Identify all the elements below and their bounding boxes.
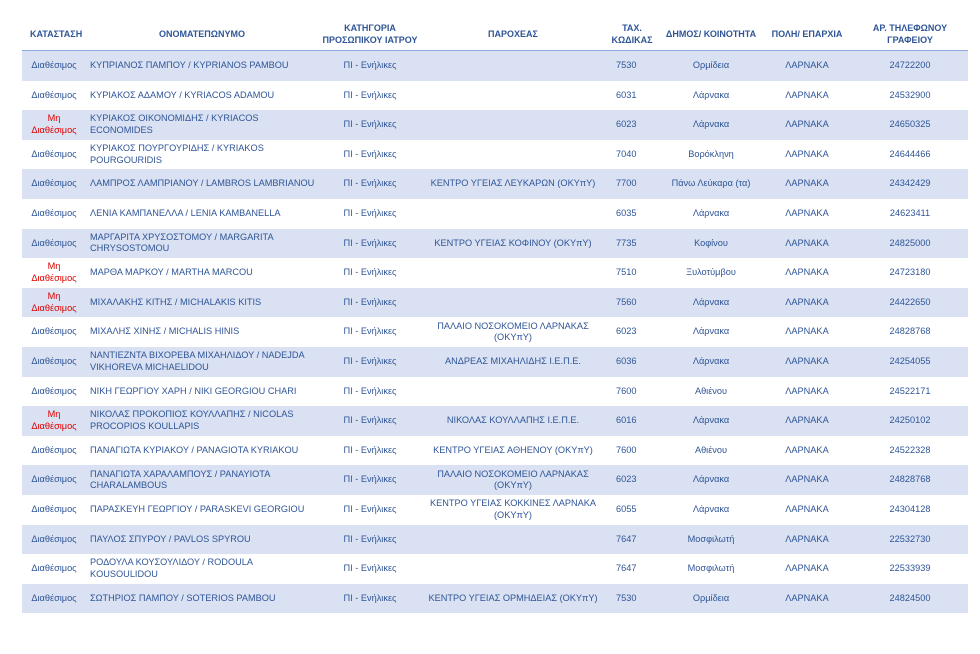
cell-status: Διαθέσιμος <box>22 495 86 525</box>
cell-provider <box>422 110 604 140</box>
cell-city: ΛΑΡΝΑΚΑ <box>762 465 852 495</box>
cell-status: Διαθέσιμος <box>22 436 86 466</box>
cell-phone: 22533939 <box>852 554 968 584</box>
table-row <box>22 495 968 525</box>
table-row <box>22 406 968 436</box>
cell-category: ΠΙ - Ενήλικες <box>318 525 422 555</box>
cell-city: ΛΑΡΝΑΚΑ <box>762 406 852 436</box>
cell-city: ΛΑΡΝΑΚΑ <box>762 436 852 466</box>
cell-city: ΛΑΡΝΑΚΑ <box>762 377 852 407</box>
cell-postal-code: 7530 <box>604 51 660 81</box>
cell-provider: ΚΕΝΤΡΟ ΥΓΕΙΑΣ ΟΡΜΗΔΕΙΑΣ (ΟΚΥπΥ) <box>422 584 604 614</box>
cell-name: ΠΑΡΑΣΚΕΥΗ ΓΕΩΡΓΙΟΥ / PARASKEVI GEORGIOU <box>86 495 318 525</box>
cell-city: ΛΑΡΝΑΚΑ <box>762 258 852 288</box>
cell-phone: 24522328 <box>852 436 968 466</box>
cell-provider <box>422 377 604 407</box>
header-municipality: ΔΗΜΟΣ/ ΚΟΙΝΟΤΗΤΑ <box>660 18 762 51</box>
cell-municipality: Λάρνακα <box>660 317 762 347</box>
cell-name: ΛΑΜΠΡΟΣ ΛΑΜΠΡΙΑΝΟΥ / LAMBROS LAMBRIANOU <box>86 169 318 199</box>
cell-municipality: Πάνω Λεύκαρα (τα) <box>660 169 762 199</box>
cell-provider <box>422 140 604 170</box>
cell-postal-code: 7510 <box>604 258 660 288</box>
cell-postal-code: 7530 <box>604 584 660 614</box>
cell-phone: 24828768 <box>852 465 968 495</box>
cell-municipality: Μοσφιλωτή <box>660 554 762 584</box>
cell-category: ΠΙ - Ενήλικες <box>318 169 422 199</box>
cell-name: ΝΙΚΗ ΓΕΩΡΓΙΟΥ ΧΑΡΗ / NIKI GEORGIOU CHARI <box>86 377 318 407</box>
cell-municipality: Ορμίδεια <box>660 51 762 81</box>
cell-postal-code: 6035 <box>604 199 660 229</box>
header-name: ΟΝΟΜΑΤΕΠΩΝΥΜΟ <box>86 18 318 51</box>
cell-postal-code: 7600 <box>604 436 660 466</box>
cell-phone: 22532730 <box>852 525 968 555</box>
cell-provider: ΠΑΛΑΙΟ ΝΟΣΟΚΟΜΕΙΟ ΛΑΡΝΑΚΑΣ (ΟΚΥπΥ) <box>422 317 604 347</box>
cell-municipality: Μοσφιλωτή <box>660 525 762 555</box>
cell-city: ΛΑΡΝΑΚΑ <box>762 199 852 229</box>
header-city: ΠΟΛΗ/ ΕΠΑΡΧΙΑ <box>762 18 852 51</box>
cell-municipality: Ξυλοτύμβου <box>660 258 762 288</box>
cell-municipality: Αθιένου <box>660 436 762 466</box>
cell-phone: 24723180 <box>852 258 968 288</box>
cell-category: ΠΙ - Ενήλικες <box>318 140 422 170</box>
cell-provider <box>422 554 604 584</box>
cell-phone: 24623411 <box>852 199 968 229</box>
header-provider: ΠΑΡΟΧΕΑΣ <box>422 18 604 51</box>
cell-provider <box>422 199 604 229</box>
cell-status: Διαθέσιμος <box>22 51 86 81</box>
cell-status: Μη Διαθέσιμος <box>22 110 86 140</box>
cell-provider <box>422 51 604 81</box>
cell-municipality: Λάρνακα <box>660 199 762 229</box>
cell-phone: 24304128 <box>852 495 968 525</box>
cell-postal-code: 6023 <box>604 317 660 347</box>
cell-category: ΠΙ - Ενήλικες <box>318 199 422 229</box>
table-row <box>22 81 968 111</box>
cell-category: ΠΙ - Ενήλικες <box>318 229 422 259</box>
cell-provider: ΚΕΝΤΡΟ ΥΓΕΙΑΣ ΚΟΦΙΝΟΥ (ΟΚΥπΥ) <box>422 229 604 259</box>
cell-name: ΡΟΔΟΥΛΑ ΚΟΥΣΟΥΛΙΔΟΥ / RODOULA KOUSOULIDOU <box>86 554 318 584</box>
cell-status: Διαθέσιμος <box>22 554 86 584</box>
cell-postal-code: 7647 <box>604 525 660 555</box>
table-row <box>22 229 968 259</box>
cell-postal-code: 6055 <box>604 495 660 525</box>
cell-postal-code: 7647 <box>604 554 660 584</box>
cell-category: ΠΙ - Ενήλικες <box>318 495 422 525</box>
cell-postal-code: 7735 <box>604 229 660 259</box>
cell-status: Μη Διαθέσιμος <box>22 406 86 436</box>
cell-postal-code: 6031 <box>604 81 660 111</box>
cell-status: Διαθέσιμος <box>22 377 86 407</box>
cell-municipality: Λάρνακα <box>660 288 762 318</box>
cell-name: ΝΙΚΟΛΑΣ ΠΡΟΚΟΠΙΟΣ ΚΟΥΛΛΑΠΗΣ / NICOLAS PROCOPIOS KOULLAPIS <box>86 406 318 436</box>
cell-phone: 24825000 <box>852 229 968 259</box>
cell-name: ΠΑΥΛΟΣ ΣΠΥΡΟΥ / PAVLOS SPYROU <box>86 525 318 555</box>
cell-provider: ΚΕΝΤΡΟ ΥΓΕΙΑΣ ΚΟΚΚΙΝΕΣ ΛΑΡΝΑΚΑ (ΟΚΥπΥ) <box>422 495 604 525</box>
cell-status: Διαθέσιμος <box>22 465 86 495</box>
cell-city: ΛΑΡΝΑΚΑ <box>762 81 852 111</box>
header-category: ΚΑΤΗΓΟΡΙΑ ΠΡΟΣΩΠΙΚΟΥ ΙΑΤΡΟΥ <box>318 18 422 51</box>
cell-status: Διαθέσιμος <box>22 199 86 229</box>
cell-city: ΛΑΡΝΑΚΑ <box>762 347 852 377</box>
cell-city: ΛΑΡΝΑΚΑ <box>762 51 852 81</box>
table-row <box>22 258 968 288</box>
cell-category: ΠΙ - Ενήλικες <box>318 288 422 318</box>
table-row <box>22 199 968 229</box>
cell-municipality: Λάρνακα <box>660 406 762 436</box>
cell-city: ΛΑΡΝΑΚΑ <box>762 169 852 199</box>
cell-category: ΠΙ - Ενήλικες <box>318 436 422 466</box>
cell-category: ΠΙ - Ενήλικες <box>318 584 422 614</box>
cell-category: ΠΙ - Ενήλικες <box>318 406 422 436</box>
cell-status: Διαθέσιμος <box>22 229 86 259</box>
cell-status: Διαθέσιμος <box>22 584 86 614</box>
cell-name: ΠΑΝΑΓΙΩΤΑ ΧΑΡΑΛΑΜΠΟΥΣ / PANAYIOTA CHARALAMBOUS <box>86 465 318 495</box>
cell-category: ΠΙ - Ενήλικες <box>318 110 422 140</box>
cell-municipality: Λάρνακα <box>660 495 762 525</box>
cell-status: Μη Διαθέσιμος <box>22 288 86 318</box>
table-row <box>22 525 968 555</box>
table-row <box>22 110 968 140</box>
cell-phone: 24532900 <box>852 81 968 111</box>
cell-name: ΚΥΡΙΑΚΟΣ ΠΟΥΡΓΟΥΡΙΔΗΣ / KYRIAKOS POURGOURIDIS <box>86 140 318 170</box>
cell-provider: ΚΕΝΤΡΟ ΥΓΕΙΑΣ ΛΕΥΚΑΡΩΝ (ΟΚΥπΥ) <box>422 169 604 199</box>
cell-city: ΛΑΡΝΑΚΑ <box>762 229 852 259</box>
doctors-table <box>22 18 968 613</box>
cell-status: Διαθέσιμος <box>22 317 86 347</box>
cell-name: ΜΑΡΓΑΡΙΤΑ ΧΡΥΣΟΣΤΟΜΟΥ / MARGARITA CHRYSOSTOMOU <box>86 229 318 259</box>
cell-status: Διαθέσιμος <box>22 169 86 199</box>
header-status: ΚΑΤΑΣΤΑΣΗ <box>22 18 86 51</box>
cell-postal-code: 7700 <box>604 169 660 199</box>
cell-category: ΠΙ - Ενήλικες <box>318 377 422 407</box>
table-header-row <box>22 18 968 51</box>
cell-city: ΛΑΡΝΑΚΑ <box>762 110 852 140</box>
cell-postal-code: 6016 <box>604 406 660 436</box>
cell-city: ΛΑΡΝΑΚΑ <box>762 554 852 584</box>
cell-category: ΠΙ - Ενήλικες <box>318 554 422 584</box>
cell-phone: 24828768 <box>852 317 968 347</box>
cell-name: ΛΕΝΙΑ ΚΑΜΠΑΝΕΛΛΑ / LENIA KAMBANELLA <box>86 199 318 229</box>
cell-provider <box>422 288 604 318</box>
cell-phone: 24522171 <box>852 377 968 407</box>
table-body <box>22 51 968 614</box>
cell-municipality: Λάρνακα <box>660 465 762 495</box>
table-row <box>22 377 968 407</box>
table-row <box>22 51 968 81</box>
cell-status: Διαθέσιμος <box>22 347 86 377</box>
table-row <box>22 288 968 318</box>
cell-category: ΠΙ - Ενήλικες <box>318 317 422 347</box>
table-row <box>22 554 968 584</box>
cell-provider <box>422 525 604 555</box>
cell-city: ΛΑΡΝΑΚΑ <box>762 288 852 318</box>
doctors-list <box>22 18 968 613</box>
cell-phone: 24250102 <box>852 406 968 436</box>
cell-municipality: Λάρνακα <box>660 110 762 140</box>
cell-provider: ΚΕΝΤΡΟ ΥΓΕΙΑΣ ΑΘΗΕΝΟΥ (ΟΚΥπΥ) <box>422 436 604 466</box>
cell-name: ΜΙΧΑΛΑΚΗΣ ΚΙΤΗΣ / MICHALAKIS KITIS <box>86 288 318 318</box>
cell-provider <box>422 258 604 288</box>
cell-city: ΛΑΡΝΑΚΑ <box>762 317 852 347</box>
cell-category: ΠΙ - Ενήλικες <box>318 81 422 111</box>
cell-name: ΜΙΧΑΛΗΣ ΧΙΝΗΣ / MICHALIS HINIS <box>86 317 318 347</box>
cell-category: ΠΙ - Ενήλικες <box>318 465 422 495</box>
cell-phone: 24254055 <box>852 347 968 377</box>
cell-postal-code: 7600 <box>604 377 660 407</box>
cell-city: ΛΑΡΝΑΚΑ <box>762 525 852 555</box>
cell-postal-code: 6023 <box>604 110 660 140</box>
cell-phone: 24722200 <box>852 51 968 81</box>
cell-postal-code: 7040 <box>604 140 660 170</box>
cell-city: ΛΑΡΝΑΚΑ <box>762 495 852 525</box>
cell-name: ΝΑΝΤΙΕΖΝΤΑ ΒΙΧΟΡΕΒΑ ΜΙΧΑΗΛΙΔΟΥ / NADEJDA VIKHOREVA MICHAELIDOU <box>86 347 318 377</box>
cell-city: ΛΑΡΝΑΚΑ <box>762 140 852 170</box>
cell-status: Διαθέσιμος <box>22 140 86 170</box>
cell-municipality: Ορμίδεια <box>660 584 762 614</box>
cell-provider <box>422 81 604 111</box>
header-postal: ΤΑΧ. ΚΩΔΙΚΑΣ <box>604 18 660 51</box>
table-row <box>22 584 968 614</box>
cell-provider: ΠΑΛΑΙΟ ΝΟΣΟΚΟΜΕΙΟ ΛΑΡΝΑΚΑΣ (ΟΚΥπΥ) <box>422 465 604 495</box>
cell-provider: ΝΙΚΟΛΑΣ ΚΟΥΛΛΑΠΗΣ Ι.Ε.Π.Ε. <box>422 406 604 436</box>
cell-status: Διαθέσιμος <box>22 81 86 111</box>
cell-phone: 24342429 <box>852 169 968 199</box>
cell-postal-code: 7560 <box>604 288 660 318</box>
cell-municipality: Αθιένου <box>660 377 762 407</box>
table-row <box>22 169 968 199</box>
cell-municipality: Κοφίνου <box>660 229 762 259</box>
cell-provider: ΑΝΔΡΕΑΣ ΜΙΧΑΗΛΙΔΗΣ Ι.Ε.Π.Ε. <box>422 347 604 377</box>
cell-category: ΠΙ - Ενήλικες <box>318 51 422 81</box>
cell-city: ΛΑΡΝΑΚΑ <box>762 584 852 614</box>
header-phone: ΑΡ. ΤΗΛΕΦΩΝΟΥ ΓΡΑΦΕΙΟΥ <box>852 18 968 51</box>
cell-name: ΚΥΡΙΑΚΟΣ ΑΔΑΜΟΥ / KYRIACOS ADAMOU <box>86 81 318 111</box>
table-row <box>22 465 968 495</box>
cell-postal-code: 6036 <box>604 347 660 377</box>
cell-name: ΣΩΤΗΡΙΟΣ ΠΑΜΠΟΥ / SOTERIOS PAMBOU <box>86 584 318 614</box>
cell-municipality: Λάρνακα <box>660 81 762 111</box>
cell-name: ΠΑΝΑΓΙΩΤΑ ΚΥΡΙΑΚΟΥ / PANAGIOTA KYRIAKOU <box>86 436 318 466</box>
cell-status: Διαθέσιμος <box>22 525 86 555</box>
cell-name: ΚΥΡΙΑΚΟΣ ΟΙΚΟΝΟΜΙΔΗΣ / KYRIACOS ECONOMIDES <box>86 110 318 140</box>
cell-phone: 24824500 <box>852 584 968 614</box>
table-row <box>22 436 968 466</box>
table-row <box>22 317 968 347</box>
cell-status: Μη Διαθέσιμος <box>22 258 86 288</box>
cell-name: ΜΑΡΘΑ ΜΑΡΚΟΥ / MARTHA MARCOU <box>86 258 318 288</box>
cell-phone: 24422650 <box>852 288 968 318</box>
cell-phone: 24650325 <box>852 110 968 140</box>
cell-municipality: Βορόκληνη <box>660 140 762 170</box>
table-row <box>22 140 968 170</box>
cell-category: ΠΙ - Ενήλικες <box>318 258 422 288</box>
cell-category: ΠΙ - Ενήλικες <box>318 347 422 377</box>
cell-name: ΚΥΠΡΙΑΝΟΣ ΠΑΜΠΟΥ / KYPRIANOS PAMBOU <box>86 51 318 81</box>
cell-municipality: Λάρνακα <box>660 347 762 377</box>
cell-postal-code: 6023 <box>604 465 660 495</box>
cell-phone: 24644466 <box>852 140 968 170</box>
table-row <box>22 347 968 377</box>
